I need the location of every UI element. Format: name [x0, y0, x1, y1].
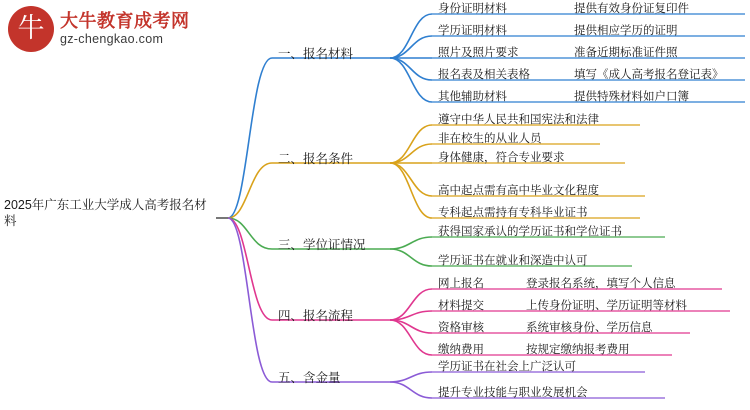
branch-label-5[interactable]: 五、含金量: [278, 371, 341, 385]
leaf-title-4-4[interactable]: 缴纳费用: [438, 344, 484, 356]
leaf-desc-1-4: 填写《成人高考报名登记表》: [574, 69, 724, 81]
branch-label-4[interactable]: 四、报名流程: [278, 309, 354, 323]
bull-glyph: 牛: [17, 13, 45, 44]
bull-logo-icon: [8, 6, 54, 52]
leaf-title-4-3[interactable]: 资格审核: [438, 322, 484, 334]
leaf-desc-4-2: 上传身份证明、学历证明等材料: [526, 300, 687, 312]
leaf-title-3-1[interactable]: 获得国家承认的学历证书和学位证书: [438, 226, 622, 238]
branch-label-1[interactable]: 一、报名材料: [278, 47, 354, 61]
leaf-title-1-3[interactable]: 照片及照片要求: [438, 47, 519, 59]
leaf-title-3-2[interactable]: 学历证书在就业和深造中认可: [438, 255, 588, 267]
leaf-title-5-1[interactable]: 学历证书在社会上广泛认可: [438, 361, 576, 373]
leaf-title-1-4[interactable]: 报名表及相关表格: [438, 69, 530, 81]
leaf-desc-1-1: 提供有效身份证复印件: [574, 3, 689, 15]
leaf-title-2-2[interactable]: 非在校生的从业人员: [438, 133, 542, 145]
leaf-desc-1-3: 准备近期标准证件照: [574, 47, 678, 59]
leaf-title-4-2[interactable]: 材料提交: [438, 300, 484, 312]
leaf-title-1-2[interactable]: 学历证明材料: [438, 25, 507, 37]
leaf-title-4-1[interactable]: 网上报名: [438, 278, 484, 290]
leaf-desc-1-5: 提供特殊材料如户口簿: [574, 91, 689, 103]
leaf-title-1-1[interactable]: 身份证明材料: [438, 3, 507, 15]
branch-label-2[interactable]: 二、报名条件: [278, 152, 354, 166]
leaf-desc-4-1: 登录报名系统，填写个人信息: [526, 278, 676, 290]
logo-text-block: [60, 12, 190, 46]
logo-subtitle: gz-chengkao.com: [60, 31, 164, 46]
leaf-title-2-5[interactable]: 专科起点需持有专科毕业证书: [438, 207, 588, 219]
site-logo[interactable]: [8, 6, 190, 52]
leaf-title-1-5[interactable]: 其他辅助材料: [438, 91, 507, 103]
leaf-desc-1-2: 提供相应学历的证明: [574, 25, 678, 37]
leaf-title-2-3[interactable]: 身体健康，符合专业要求: [438, 152, 565, 164]
logo-title: 大牛教育成考网: [60, 10, 190, 31]
leaf-desc-4-3: 系统审核身份、学历信息: [526, 322, 653, 334]
leaf-title-2-1[interactable]: 遵守中华人民共和国宪法和法律: [438, 114, 599, 126]
mindmap-root-label: 2025年广东工业大学成人高考报名材料: [4, 198, 207, 229]
branch-label-3[interactable]: 三、学位证情况: [278, 238, 366, 252]
leaf-title-2-4[interactable]: 高中起点需有高中毕业文化程度: [438, 185, 599, 197]
leaf-desc-4-4: 按规定缴纳报考费用: [526, 344, 630, 356]
leaf-title-5-2[interactable]: 提升专业技能与职业发展机会: [438, 387, 588, 399]
